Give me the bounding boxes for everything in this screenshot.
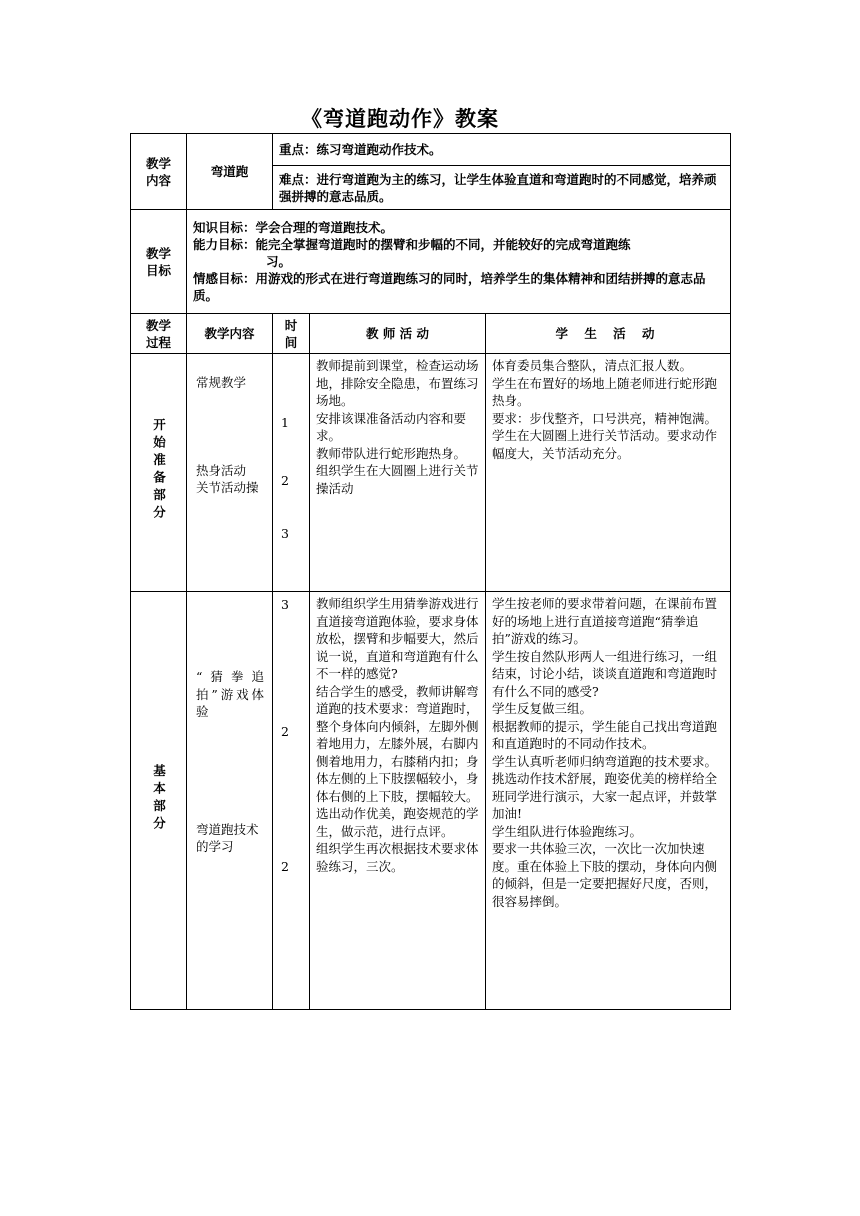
- goal-ability: 能力目标：能完全掌握弯道跑时的摆臂和步幅的不同，并能较好的完成弯道跑练: [193, 237, 631, 252]
- section-warmup-label: 开始准备部分: [151, 418, 167, 523]
- header-student: 学 生 活 动: [486, 314, 731, 354]
- basic-teacher-2: 结合学生的感受，教师讲解弯道跑的技术要求：弯道跑时，整个身体向内倾斜，左脚外侧着地用力，左膝外展，右脚内侧着地用力，右膝稍内扣；身体左侧的上下肢摆幅较小，身体右侧的上下肢，摆幅较大。: [316, 683, 479, 804]
- section-basic-label-cell: [131, 592, 187, 1010]
- content-label-cell: [131, 134, 187, 210]
- warmup-content-joints: 关节活动操: [196, 480, 259, 495]
- section-warmup-student: [486, 354, 731, 592]
- basic-time-3: 2: [281, 859, 289, 874]
- basic-student-7: 学生组队进行体验跑练习。: [492, 823, 643, 839]
- content-label: 教学内容: [145, 155, 171, 188]
- section-basic-student: [486, 592, 731, 1010]
- section-warmup-contents: [187, 354, 273, 592]
- basic-time-2: 2: [281, 723, 289, 739]
- basic-teacher-1: 教师组织学生用猜拳游戏进行直道接弯道跑体验，要求身体放松，摆臂和步幅要大，然后说一说，直道和弯道跑有什么不一样的感觉?: [316, 596, 479, 681]
- header-teacher: 教 师 活 动: [310, 314, 486, 354]
- key-point-text: 重点：练习弯道跑动作技术。: [279, 142, 442, 157]
- section-warmup-times: [273, 354, 310, 592]
- basic-student-4: 根据教师的提示，学生能自己找出弯道跑和直道跑时的不同动作技术。: [492, 718, 718, 751]
- process-header-row: [131, 314, 731, 354]
- section-basic-contents: [187, 592, 273, 1010]
- basic-content-technique: 弯道跑技术的学习: [196, 821, 259, 854]
- section-basic-label: 基本部分: [151, 763, 167, 834]
- basic-teacher-4: 组织学生再次根据技术要求体验练习，三次。: [316, 841, 479, 874]
- header-content: 教学内容: [187, 314, 273, 354]
- goal-ability-cont: 习。: [266, 254, 292, 269]
- section-basic-row: [131, 592, 731, 1010]
- section-warmup-row: [131, 354, 731, 592]
- warmup-content-warmup: 热身活动: [196, 462, 247, 478]
- basic-student-5: 学生认真听老师归纳弯道跑的技术要求。: [492, 753, 718, 769]
- warmup-student-1: 体育委员集合整队，清点汇报人数。: [492, 358, 693, 373]
- goal-knowledge: 知识目标：学会合理的弯道跑技术。: [193, 220, 394, 235]
- goals-label-cell: [131, 210, 187, 314]
- warmup-time-3: 3: [281, 526, 289, 541]
- warmup-student-4: 学生在大圆圈上进行关节活动。要求动作幅度大，关节活动充分。: [492, 428, 718, 461]
- content-row-key-point: [131, 134, 731, 166]
- warmup-time-2: 2: [281, 472, 289, 488]
- section-warmup-label-cell: [131, 354, 187, 592]
- warmup-teacher-2: 安排该课准备活动内容和要求。: [316, 410, 467, 443]
- warmup-student-3: 要求：步伐整齐，口号洪亮，精神饱满。: [492, 410, 718, 426]
- lesson-plan-table: [130, 133, 731, 1010]
- goal-emotion: 情感目标：用游戏的形式在进行弯道跑练习的同时，培养学生的集体精神和团结拼搏的意志品质。: [193, 271, 706, 303]
- basic-student-2: 学生按自然队形两人一组进行练习，一组结束，讨论小结，谈谈直道跑和弯道跑时有什么不同的感受?: [492, 648, 718, 699]
- basic-student-6: 挑选动作技术舒展，跑姿优美的榜样给全班同学进行演示，大家一起点评，并鼓掌加油!: [492, 771, 718, 821]
- difficulty-text: 难点：进行弯道跑为主的练习，让学生体验直道和弯道跑时的不同感觉，培养顽强拼搏的意志品质。: [279, 171, 717, 204]
- content-topic-cell: [187, 134, 273, 210]
- basic-student-8: 要求一共体验三次，一次比一次加快速度。重在体验上下肢的摆动，身体向内侧的倾斜，但是一定要把握好尺度，否则，很容易摔倒。: [492, 841, 718, 909]
- warmup-content-routine: 常规教学: [196, 375, 247, 390]
- basic-student-3: 学生反复做三组。: [492, 701, 593, 716]
- goals-cell: [187, 210, 731, 314]
- warmup-teacher-1: 教师提前到课堂，检查运动场地，排除安全隐患，布置练习场地。: [316, 358, 479, 408]
- document-title: 《弯道跑动作》教案: [301, 107, 499, 131]
- header-time: [273, 314, 310, 354]
- header-time-text: 时间: [284, 317, 298, 350]
- header-process-text: 教学过程: [145, 317, 171, 350]
- difficulty-cell: [273, 166, 731, 210]
- key-point-cell: [273, 134, 731, 166]
- goals-row: [131, 210, 731, 314]
- header-process: [131, 314, 187, 354]
- basic-time-1: 3: [281, 597, 289, 612]
- warmup-time-1: 1: [281, 415, 289, 430]
- warmup-teacher-4: 组织学生在大圆圈上进行关节操活动: [316, 463, 479, 496]
- content-topic: 弯道跑: [210, 164, 249, 179]
- warmup-teacher-3: 教师带队进行蛇形跑热身。: [316, 445, 467, 461]
- basic-teacher-3: 选出动作优美，跑姿规范的学生，做示范，进行点评。: [316, 806, 479, 839]
- goals-label: 教学目标: [145, 245, 171, 278]
- section-basic-teacher: [310, 592, 486, 1010]
- section-basic-times: [273, 592, 310, 1010]
- basic-student-1: 学生按老师的要求带着问题，在课前布置好的场地上进行直道接弯道跑“猜拳追拍”游戏的练习。: [492, 596, 718, 646]
- warmup-student-2: 学生在布置好的场地上随老师进行蛇形跑热身。: [492, 375, 718, 408]
- basic-content-game: “猜拳追拍”游戏体验: [196, 669, 264, 719]
- section-warmup-teacher: [310, 354, 486, 592]
